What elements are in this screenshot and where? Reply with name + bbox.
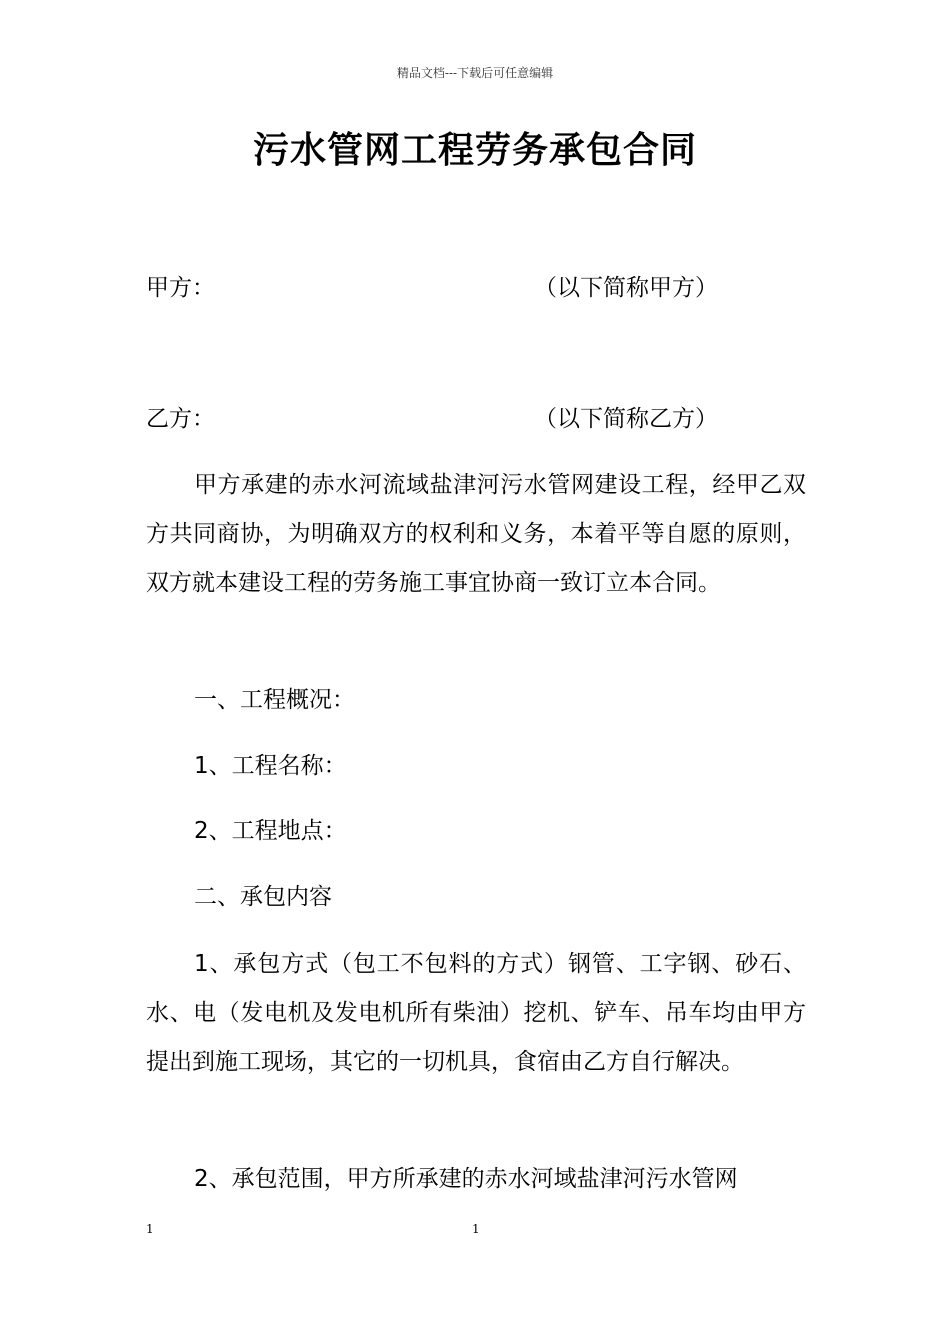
page-number-center: 1	[472, 1222, 480, 1236]
contract-scope-paragraph: 2、承包范围，甲方所承建的赤水河域盐津河污水管网	[194, 1166, 738, 1192]
party-a-label: 甲方：	[146, 275, 215, 301]
party-a-abbreviation: （以下简称甲方）	[534, 275, 718, 301]
project-location-field: 2、工程地点：	[194, 818, 347, 844]
party-b-line	[146, 401, 826, 437]
page-number-left: 1	[146, 1222, 154, 1236]
section-two-heading: 二、承包内容	[194, 884, 332, 910]
contract-method-paragraph: 1、承包方式（包工不包料的方式）钢管、工字钢、砂石、水、电（发电机及发电机所有柴油）挖机、铲车、吊车均由甲方提出到施工现场，其它的一切机具，食宿由乙方自行解决。	[146, 951, 806, 1075]
section-one-heading: 一、工程概况：	[194, 687, 355, 713]
party-b-abbreviation: （以下简称乙方）	[534, 406, 718, 432]
document-title: 污水管网工程劳务承包合同	[252, 129, 697, 171]
party-b-label: 乙方：	[146, 406, 215, 432]
header-note: 精品文档---下载后可任意编辑	[396, 66, 554, 80]
intro-paragraph: 甲方承建的赤水河流域盐津河污水管网建设工程，经甲乙双方共同商协，为明确双方的权利和义务，本着平等自愿的原则，双方就本建设工程的劳务施工事宜协商一致订立本合同。	[146, 472, 806, 596]
project-name-field: 1、工程名称：	[194, 753, 347, 779]
party-a-line	[146, 270, 826, 306]
